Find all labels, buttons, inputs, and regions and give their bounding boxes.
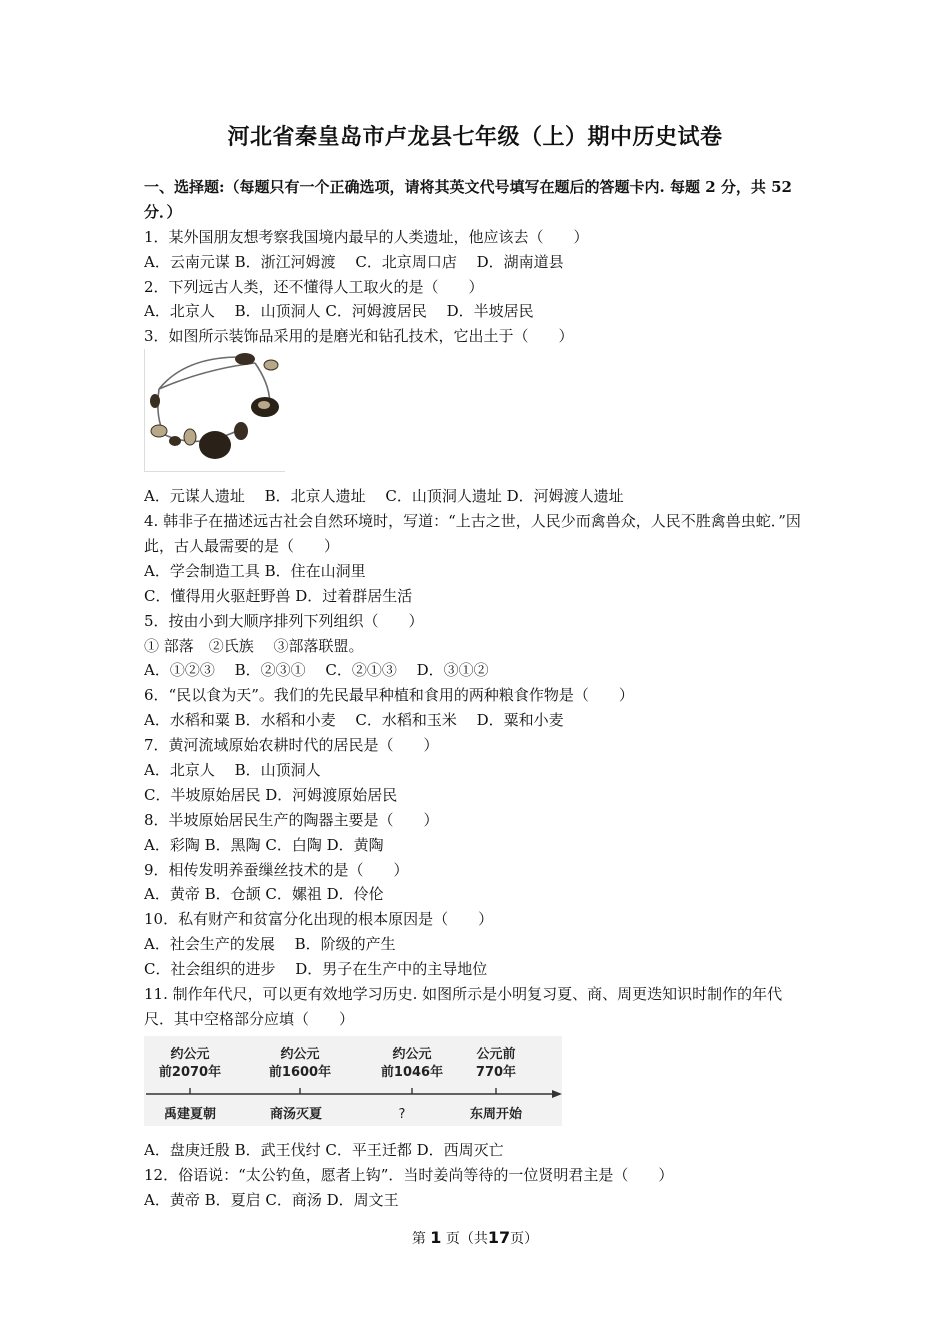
question-block-3 bbox=[144, 1138, 812, 1213]
question-line: 8．半坡原始居民生产的陶器主要是（ ） bbox=[144, 810, 439, 829]
shell-bead bbox=[169, 436, 181, 446]
options-line: A．北京人 B．山顶洞人 C．河姆渡居民 D．半坡居民 bbox=[144, 302, 534, 321]
footer-middle: 页（共 bbox=[445, 1231, 488, 1247]
timeline-date-top: 公元前 bbox=[476, 1046, 516, 1062]
shell-bead bbox=[234, 422, 248, 440]
timeline-date-top: 约公元 bbox=[170, 1046, 210, 1062]
question-line: 7．黄河流域原始农耕时代的居民是（ ） bbox=[144, 736, 439, 755]
question-line: 4. 韩非子在描述远古社会自然环境时，写道：“上古之世，人民少而禽兽众，人民不胜禽兽虫蛇．”因此，古人最需要的是（ ） bbox=[144, 512, 801, 555]
question-line: 12．俗语说：“太公钓鱼，愿者上钩”．当时姜尚等待的一位贤明君主是（ ） bbox=[144, 1165, 674, 1184]
shell-bead bbox=[264, 360, 278, 370]
options-line: A．社会生产的发展 B．阶级的产生 bbox=[144, 935, 396, 954]
options-line: C．社会组织的进步 D．男子在生产中的主导地位 bbox=[144, 960, 488, 979]
question-block-2 bbox=[144, 484, 812, 1032]
page-footer bbox=[0, 1228, 950, 1248]
options-line: C．半坡原始居民 D．河姆渡原始居民 bbox=[144, 785, 398, 804]
timeline-figure bbox=[144, 1036, 562, 1126]
timeline-event: ? bbox=[398, 1106, 406, 1122]
statement-line: ① 部落 ②氏族 ③部落联盟。 bbox=[144, 636, 364, 655]
footer-total-pages: 17 bbox=[487, 1228, 511, 1247]
question-line: 5．按由小到大顺序排列下列组织（ ） bbox=[144, 611, 424, 630]
options-line: A．云南元谋 B．浙江河姆渡 C．北京周口店 D．湖南道县 bbox=[144, 252, 564, 271]
timeline-event: 商汤灭夏 bbox=[269, 1106, 323, 1122]
options-line: A．盘庚迁殷 B．武王伐纣 C．平王迁都 D．西周灭亡 bbox=[144, 1140, 504, 1159]
question-line: 10．私有财产和贫富分化出现的根本原因是（ ） bbox=[144, 910, 494, 929]
exam-content bbox=[144, 175, 812, 1212]
timeline-date-bottom: 前2070年 bbox=[158, 1064, 222, 1080]
exam-title: 河北省秦皇岛市卢龙县七年级（上）期中历史试卷 bbox=[227, 124, 723, 150]
question-line: 9．相传发明养蚕缫丝技术的是（ ） bbox=[144, 860, 409, 879]
question-line: 2．下列远古人类，还不懂得人工取火的是（ ） bbox=[144, 277, 484, 296]
question-line: 11. 制作年代尺，可以更有效地学习历史. 如图所示是小明复习夏、商、周更迭知识时制作的年代尺．其中空格部分应填（ ） bbox=[144, 985, 783, 1028]
shell-bead bbox=[184, 429, 196, 445]
timeline-date-top: 约公元 bbox=[392, 1046, 432, 1062]
timeline-date-bottom: 770年 bbox=[475, 1064, 517, 1080]
question-block-1 bbox=[144, 225, 812, 349]
timeline-event: 东周开始 bbox=[469, 1106, 523, 1122]
options-line: A．黄帝 B．夏启 C．商汤 D．周文王 bbox=[144, 1190, 399, 1209]
options-line: A．元谋人遗址 B．北京人遗址 C．山顶洞人遗址 D．河姆渡人遗址 bbox=[144, 487, 624, 506]
section-heading: 一、选择题:（每题只有一个正确选项，请将其英文代号填写在题后的答题卡内. 每题 2 分，共 52 分．） bbox=[144, 178, 792, 221]
footer-page-number: 1 bbox=[430, 1228, 442, 1247]
shell-bead bbox=[258, 401, 270, 409]
footer-suffix: 页） bbox=[510, 1231, 539, 1247]
options-line: A．学会制造工具 B．住在山洞里 bbox=[144, 561, 366, 580]
options-line: A．黄帝 B．仓颉 C．嫘祖 D．伶伦 bbox=[144, 885, 384, 904]
timeline-date-top: 约公元 bbox=[280, 1046, 320, 1062]
options-line: A．彩陶 B．黑陶 C．白陶 D．黄陶 bbox=[144, 835, 384, 854]
question-line: 6．“民以食为天”。我们的先民最早种植和食用的两种粮食作物是（ ） bbox=[144, 686, 634, 705]
timeline-event: 禹建夏朝 bbox=[163, 1106, 217, 1122]
shell-bead bbox=[150, 394, 160, 408]
question-line: 1．某外国朋友想考察我国境内最早的人类遗址，他应该去（ ） bbox=[144, 227, 589, 246]
necklace-figure bbox=[144, 349, 285, 472]
options-line: C．懂得用火驱赶野兽 D．过着群居生活 bbox=[144, 586, 413, 605]
shell-bead bbox=[151, 425, 167, 437]
timeline-date-bottom: 前1600年 bbox=[268, 1064, 332, 1080]
necklace-cord bbox=[158, 357, 270, 441]
shell-bead bbox=[199, 431, 231, 459]
options-line: A．①②③ B．②③① C．②①③ D．③①② bbox=[144, 661, 489, 680]
shell-bead bbox=[235, 353, 255, 365]
footer-prefix: 第 bbox=[411, 1231, 426, 1247]
options-line: A．水稻和粟 B．水稻和小麦 C．水稻和玉米 D．粟和小麦 bbox=[144, 711, 564, 730]
options-line: A．北京人 B．山顶洞人 bbox=[144, 761, 321, 779]
question-line: 3．如图所示装饰品采用的是磨光和钻孔技术，它出土于（ ） bbox=[144, 327, 574, 346]
timeline-date-bottom: 前1046年 bbox=[380, 1064, 444, 1080]
